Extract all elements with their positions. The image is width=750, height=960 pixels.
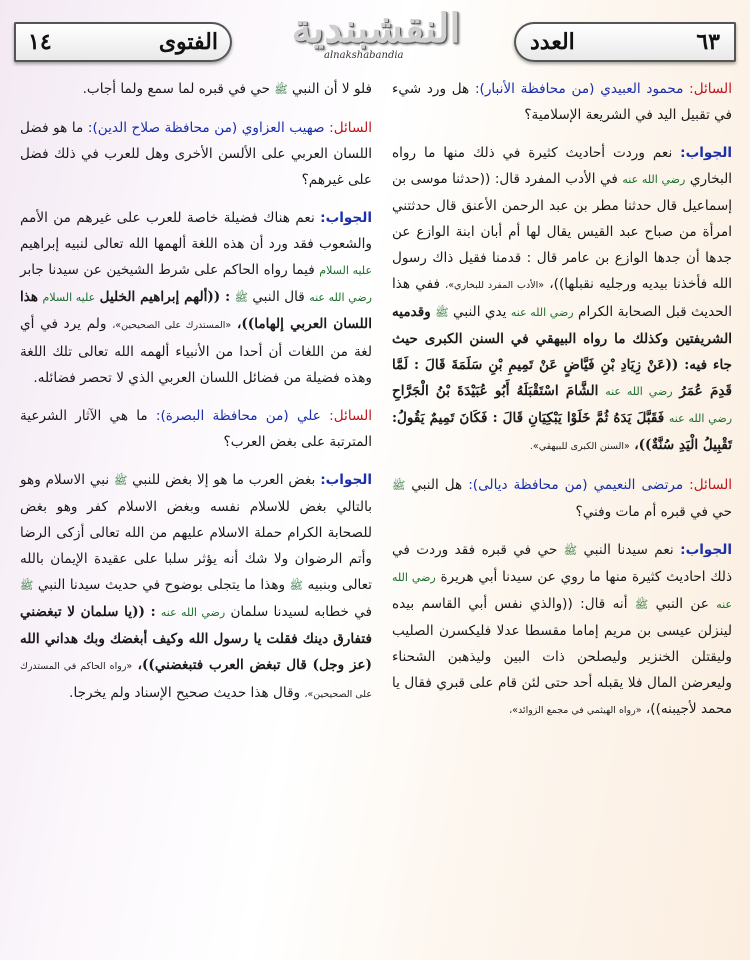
honorific-ra: رضي الله عنه xyxy=(668,412,733,425)
issue-label: العدد xyxy=(530,29,575,55)
section-ribbon xyxy=(14,22,232,62)
answer-1 xyxy=(392,140,732,460)
answer-text: في الأدب المفرد قال: ((حدثنا موسى بن إسماعيل قال حدثنا مطر بن عبد الرحمن الأعنق قال حدثتني امرأة من صباح عبد القيس يقال لها أم أبان ابنة الوازع عن جدها أن جدها الوازع بن عامر قال : قدمنا فقيل ذاك رسول الله فأخذنا بيديه ورجليه نقبلها))، xyxy=(392,171,732,292)
answer-text: قال النبي xyxy=(252,289,305,305)
question-text: هل ورد شيء في تقبيل اليد في الشريعة الإسلامية؟ xyxy=(392,81,732,123)
asker-label: السائل: xyxy=(329,120,372,136)
honorific-ra: رضي الله عنه xyxy=(605,385,673,398)
continuation xyxy=(20,76,372,103)
hadith-text: فَقَبَّلَ يَدَهُ ثُمَّ خَلَوْا يَبْكِيَانِ قَالَ : فَكَانَ تَمِيمٌ يَقُولُ: تَقْبِيلُ الْيَدِ سُنَّةٌ))، xyxy=(392,410,732,453)
question-text: هل النبي xyxy=(411,477,463,493)
asker-label: السائل: xyxy=(329,408,373,424)
hadith-text: وقدميه الشريفتين وكذلك ما رواه البيهقي في السنن الكبرى حيث جاء فيه: ((عَنْ زِيَادِ بْنِ فَيَّاضٍ عَنْ تَمِيمِ بْنِ سَلَمَةَ قَالَ : لَمَّا قَدِمَ عُمَرُ xyxy=(392,304,732,399)
question-text: ما هي الآثار الشرعية المترتبة على بغض العرب؟ xyxy=(20,408,372,450)
issue-number: ٦٣ xyxy=(696,29,720,55)
answer-text: يدي النبي xyxy=(453,304,507,320)
answer-text: عن النبي xyxy=(655,596,709,612)
question-3 xyxy=(20,115,372,193)
answer-2 xyxy=(392,537,732,724)
question-1 xyxy=(392,76,732,128)
answer-text: وقال هذا حديث صحيح الإسناد ولم يخرجا. xyxy=(69,685,301,701)
honorific-saw: ﷺ xyxy=(113,474,128,487)
answer-text: نعم وردت أحاديث كثيرة في ذلك منها ما رواه البخاري xyxy=(392,145,732,187)
honorific-ra: رضي الله عنه xyxy=(309,291,372,304)
answer-text: نعم هناك فضيلة خاصة للعرب على غيرهم من الأمم والشعوب فقد ورد أن هذه اللغة ألهمها الله تعالى لنبيه إبراهيم xyxy=(20,210,372,252)
asker-name: علي (من محافظة البصرة): xyxy=(155,408,321,424)
answer-text: وهذا ما يتجلى بوضوح في حديث سيدنا النبي xyxy=(37,577,286,593)
right-column xyxy=(392,76,732,736)
honorific-as: عليه السلام xyxy=(42,291,96,304)
honorific-saw: ﷺ xyxy=(20,579,34,592)
honorific-saw: ﷺ xyxy=(563,544,577,557)
answer-text: فيما رواه الحاكم على شرط الشيخين عن سيدنا جابر xyxy=(20,262,315,278)
answer-text: نبي الاسلام وهو بالتالي بغض للاسلام نفسه وبغض الاسلام كفر وهو بغض للصحابة الكرام حملة الاسلام عليهم من الله تعالى أزكى الرضا وأتم الرضوان ولا شك أنه يؤثر سلبا على عقيدة الإيمان بالله تعالى وبنبيه xyxy=(20,472,372,593)
masthead xyxy=(0,0,750,72)
magazine-title: النقشبندية xyxy=(291,5,461,52)
section-label: الفتوى xyxy=(158,29,218,55)
honorific-saw: ﷺ xyxy=(435,306,449,319)
asker-name: صهيب العزاوي (من محافظة صلاح الدين): xyxy=(87,120,325,136)
question-2 xyxy=(392,472,732,525)
reference: «السنن الكبرى للبيهقي». xyxy=(529,441,630,452)
answer-text: فلو لا أن النبي xyxy=(292,81,372,97)
page-number: ١٤ xyxy=(28,29,52,55)
reference: «رواه الحاكم في المستدرك على الصحيحين»، xyxy=(20,661,372,700)
question-text: ما هو فضل اللسان العربي على الألسن الأخرى وهل للعرب في ذلك فضل على غيرهم؟ xyxy=(20,120,372,188)
asker-name: مرتضى النعيمي (من محافظة ديالى): xyxy=(468,477,684,493)
honorific-saw: ﷺ xyxy=(289,579,303,592)
question-text: حي في قبره أم مات وفني؟ xyxy=(575,504,732,520)
answer-4 xyxy=(20,467,372,708)
answer-text: حي في قبره فقد وردت في ذلك احاديث كثيرة منها ما روي عن سيدنا أبي هريرة xyxy=(392,542,733,585)
answer-text: أنه قال: ((والذي نفس أبي القاسم بيده لينزلن عيسى بن مريم إماما مقسطا عدلا فليكسرن الصليب وليقتلن الخنزير وليصلحن ذات البين وليذهبن الشحناء وليعرضن المال فلا يقبله أحد حتى لئن قام على قبري فقال يا محمد لأجيبنه))، xyxy=(392,596,732,717)
reference: «رواه الهيثمي في مجمع الزوائد»، xyxy=(509,705,642,716)
answer-text: ولم يرد في أي لغة من اللغات أن أحدا من الأنبياء ألهمه الله تعالى تلك اللغة وهذه فضيلة من فضائل اللسان العربي الذي لا تحصر فضائله. xyxy=(20,316,372,386)
honorific-ra: رضي الله عنه xyxy=(392,571,733,611)
answer-3 xyxy=(20,205,372,391)
honorific-saw: ﷺ xyxy=(392,479,406,492)
hadith-text: هذا اللسان العربي إلهاما))، xyxy=(20,289,372,332)
left-column xyxy=(20,76,372,720)
hadith-text: : ((ألهم إبراهيم الخليل xyxy=(99,289,231,305)
answer-text: حي في قبره لما سمع ولما أجاب. xyxy=(82,81,271,97)
answer-label: الجواب: xyxy=(680,145,732,161)
answer-text: ففي هذا الحديث قبل الصحابة الكرام xyxy=(392,276,732,320)
answer-text: في خطابه لسيدنا سلمان xyxy=(230,604,372,620)
answer-text: نعم سيدنا النبي xyxy=(583,542,674,558)
issue-ribbon xyxy=(514,22,736,62)
honorific-saw: ﷺ xyxy=(274,83,288,96)
honorific-saw: ﷺ xyxy=(234,291,248,304)
asker-label: السائل: xyxy=(689,81,732,97)
question-4 xyxy=(20,403,372,455)
asker-name: محمود العبيدي (من محافظة الأنبار): xyxy=(474,81,684,97)
reference: «الأدب المفرد للبخاري»، xyxy=(445,280,545,291)
honorific-ra: رضي الله عنه xyxy=(510,306,574,319)
honorific-saw: ﷺ xyxy=(634,598,649,611)
honorific-as: عليه السلام xyxy=(319,264,373,277)
honorific-ra: رضي الله عنه xyxy=(622,173,686,186)
reference: «المستدرك على الصحيحين»، xyxy=(112,320,232,331)
magazine-subtitle: alnakshabandia xyxy=(324,50,404,61)
answer-label: الجواب: xyxy=(320,210,372,226)
hadith-text: الشَّامَ اسْتَقْبَلَهُ أَبُو عُبَيْدَةَ بْنُ الْجَرَّاحِ xyxy=(392,383,599,399)
honorific-ra: رضي الله عنه xyxy=(160,606,226,619)
answer-text: بغض العرب ما هو إلا بغض للنبي xyxy=(132,472,316,488)
magazine-logo xyxy=(262,4,490,68)
asker-label: السائل: xyxy=(689,477,732,493)
answer-label: الجواب: xyxy=(680,542,732,558)
hadith-text: : ((يا سلمان لا تبغضني فتفارق دينك فقلت يا رسول الله وكيف أبغضك وبك هداني الله (عز وجل) قال تبغض العرب فتبغضني))، xyxy=(20,604,372,673)
answer-label: الجواب: xyxy=(320,472,373,488)
